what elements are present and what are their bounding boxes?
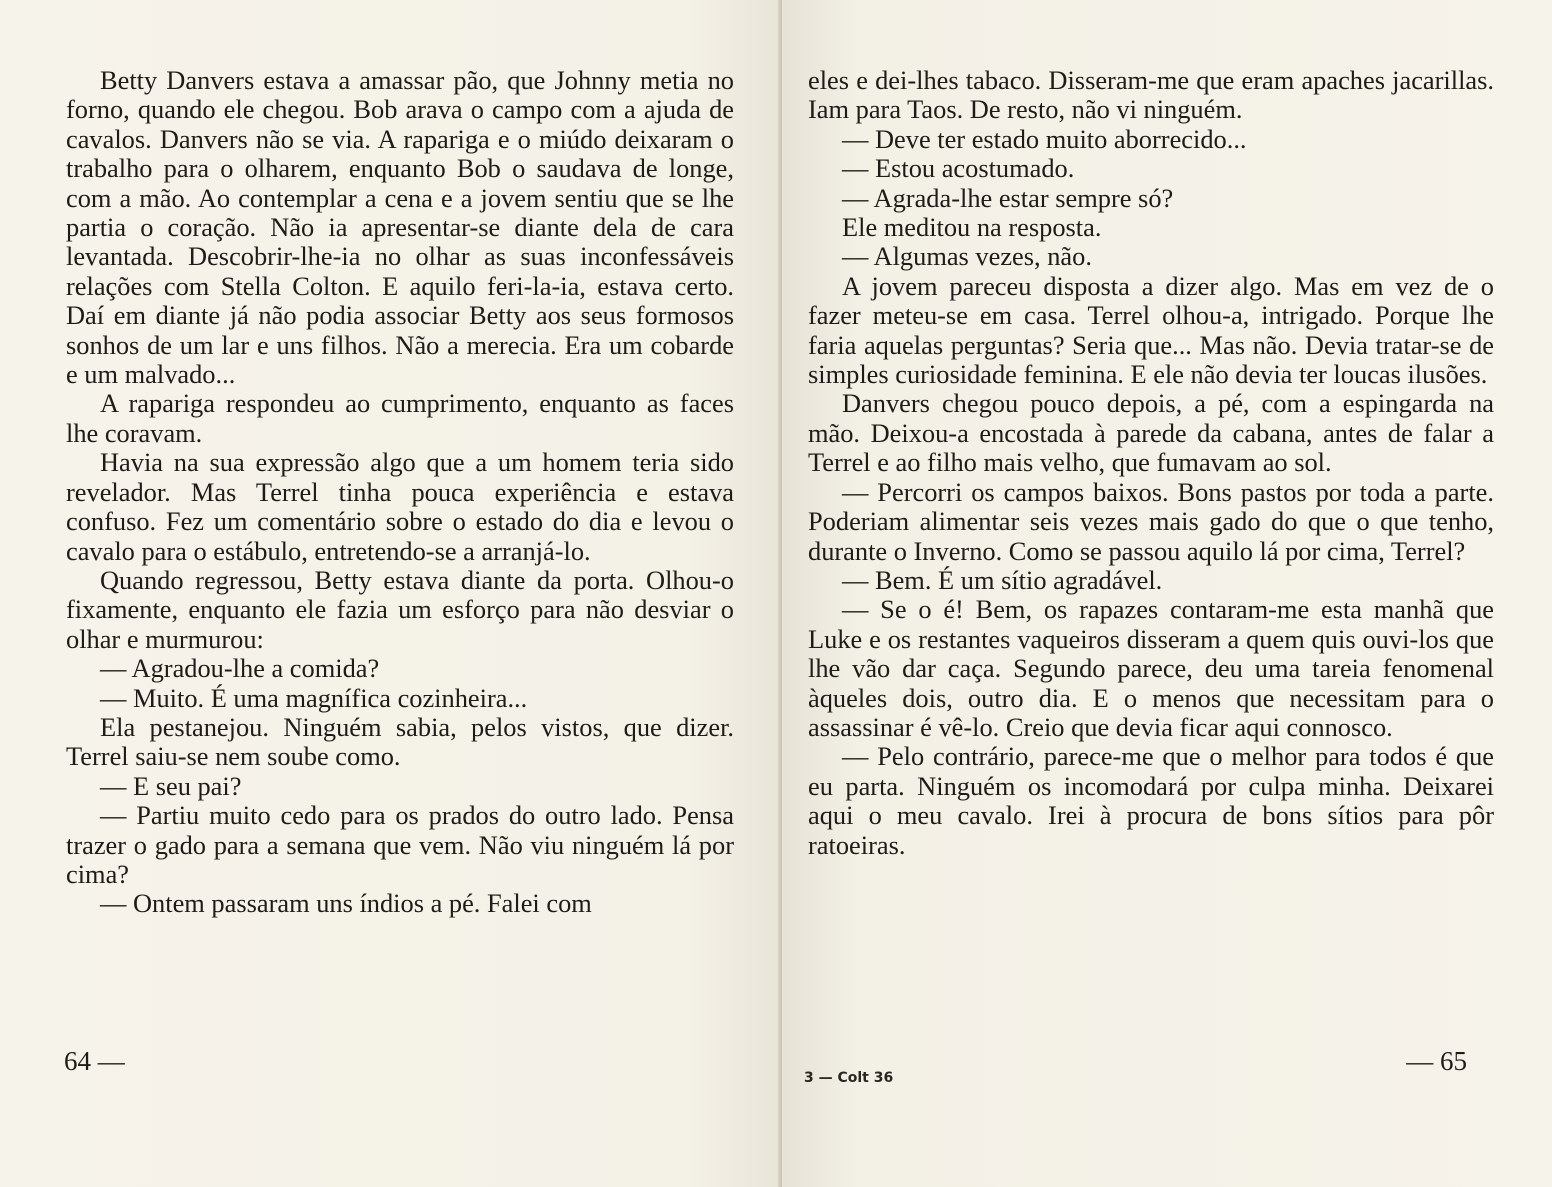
paragraph: Betty Danvers estava a amassar pão, que Johnny metia no forno, quando ele chegou. Bob arava o campo com a ajuda de cavalos. Danvers não se via. A rapariga e o miúdo deixaram o trabalho para o olharem, enquanto Bob o saudava de longe, com a mão. Ao contemplar a cena e a jovem sentiu que se lhe partia o coração. Não ia apresentar-se diante dela de cara levantada. Descobrir-lhe-ia no olhar as suas inconfessáveis relações com Stella Colton. E aquilo feri-la-ia, estava certo. Daí em diante já não podia associar Betty aos seus formosos sonhos de um lar e uns filhos. Não a merecia. Era um cobarde e um malvado... bbox=[66, 65, 734, 390]
dialogue-line: — Percorri os campos baixos. Bons pastos por toda a parte. Poderiam alimentar seis vezes mais gado do que o que tenho, durante o Inverno. Como se passou aquilo lá por cima, Terrel? bbox=[808, 476, 1494, 566]
right-page-text bbox=[808, 66, 1494, 860]
dialogue-line: — Algumas vezes, não. bbox=[842, 241, 1092, 272]
paragraph: Ele meditou na resposta. bbox=[842, 212, 1102, 243]
dialogue-line: — Pelo contrário, parece-me que o melhor para todos é que eu parta. Ninguém os incomodará por culpa minha. Deixarei aqui o meu cavalo. Irei à procura de bons sítios para pôr ratoeiras. bbox=[808, 741, 1494, 860]
dialogue-line: — Muito. É uma magnífica cozinheira... bbox=[100, 682, 528, 713]
page-number-left: 64 — bbox=[64, 1046, 125, 1076]
dialogue-line: — Estou acostumado. bbox=[842, 153, 1075, 184]
paragraph: Havia na sua expressão algo que a um homem teria sido revelador. Mas Terrel tinha pouca experiência e estava confuso. Fez um comentário sobre o estado do dia e levou o cavalo para o estábulo, entretendo-se a arranjá-lo. bbox=[66, 447, 734, 566]
dialogue-line: — Bem. É um sítio agradável. bbox=[842, 564, 1163, 595]
dialogue-line: — Se o é! Bem, os rapazes contaram-me esta manhã que Luke e os restantes vaqueiros disseram a quem quis ouvi-los que lhe vão dar caça. Segundo parece, deu uma tareia fenomenal àqueles dois, outro dia. E o menos que necessitam para o assassinar é vê-lo. Creio que devia ficar aqui connosco. bbox=[808, 594, 1494, 742]
paragraph-continued: eles e dei-lhes tabaco. Disseram-me que eram apaches jacarillas. Iam para Taos. De resto, não vi ninguém. bbox=[808, 65, 1494, 125]
dialogue-line: — Agradou-lhe a comida? bbox=[100, 653, 380, 684]
paragraph: A rapariga respondeu ao cumprimento, enquanto as faces lhe coravam. bbox=[66, 388, 734, 448]
signature-mark: 3 — Colt 36 bbox=[804, 1070, 894, 1086]
dialogue-line: — Ontem passaram uns índios a pé. Falei com bbox=[100, 888, 592, 919]
right-page bbox=[782, 0, 1552, 1187]
left-page-text bbox=[66, 66, 734, 919]
paragraph: A jovem pareceu disposta a dizer algo. Mas em vez de o fazer meteu-se em casa. Terrel olhou-a, intrigado. Porque lhe faria aquelas perguntas? Seria que... Mas não. Devia tratar-se de simples curiosidade feminina. E ele não devia ter loucas ilusões. bbox=[808, 270, 1494, 390]
page-number-right: — 65 bbox=[1406, 1046, 1467, 1076]
paragraph: Danvers chegou pouco depois, a pé, com a espingarda na mão. Deixou-a encostada à parede da cabana, antes de falar a Terrel e ao filho mais velho, que fumavam ao sol. bbox=[808, 388, 1494, 478]
dialogue-line: — Partiu muito cedo para os prados do outro lado. Pensa trazer o gado para a semana que vem. Não viu ninguém lá por cima? bbox=[66, 800, 734, 889]
dialogue-line: — E seu pai? bbox=[100, 770, 242, 801]
dialogue-line: — Agrada-lhe estar sempre só? bbox=[842, 182, 1174, 213]
paragraph: Quando regressou, Betty estava diante da porta. Olhou-o fixamente, enquanto ele fazia um esforço para não desviar o olhar e murmurou: bbox=[66, 564, 734, 654]
dialogue-line: — Deve ter estado muito aborrecido... bbox=[842, 123, 1247, 154]
paragraph: Ela pestanejou. Ninguém sabia, pelos vistos, que dizer. Terrel saiu-se nem soube como. bbox=[66, 711, 734, 772]
